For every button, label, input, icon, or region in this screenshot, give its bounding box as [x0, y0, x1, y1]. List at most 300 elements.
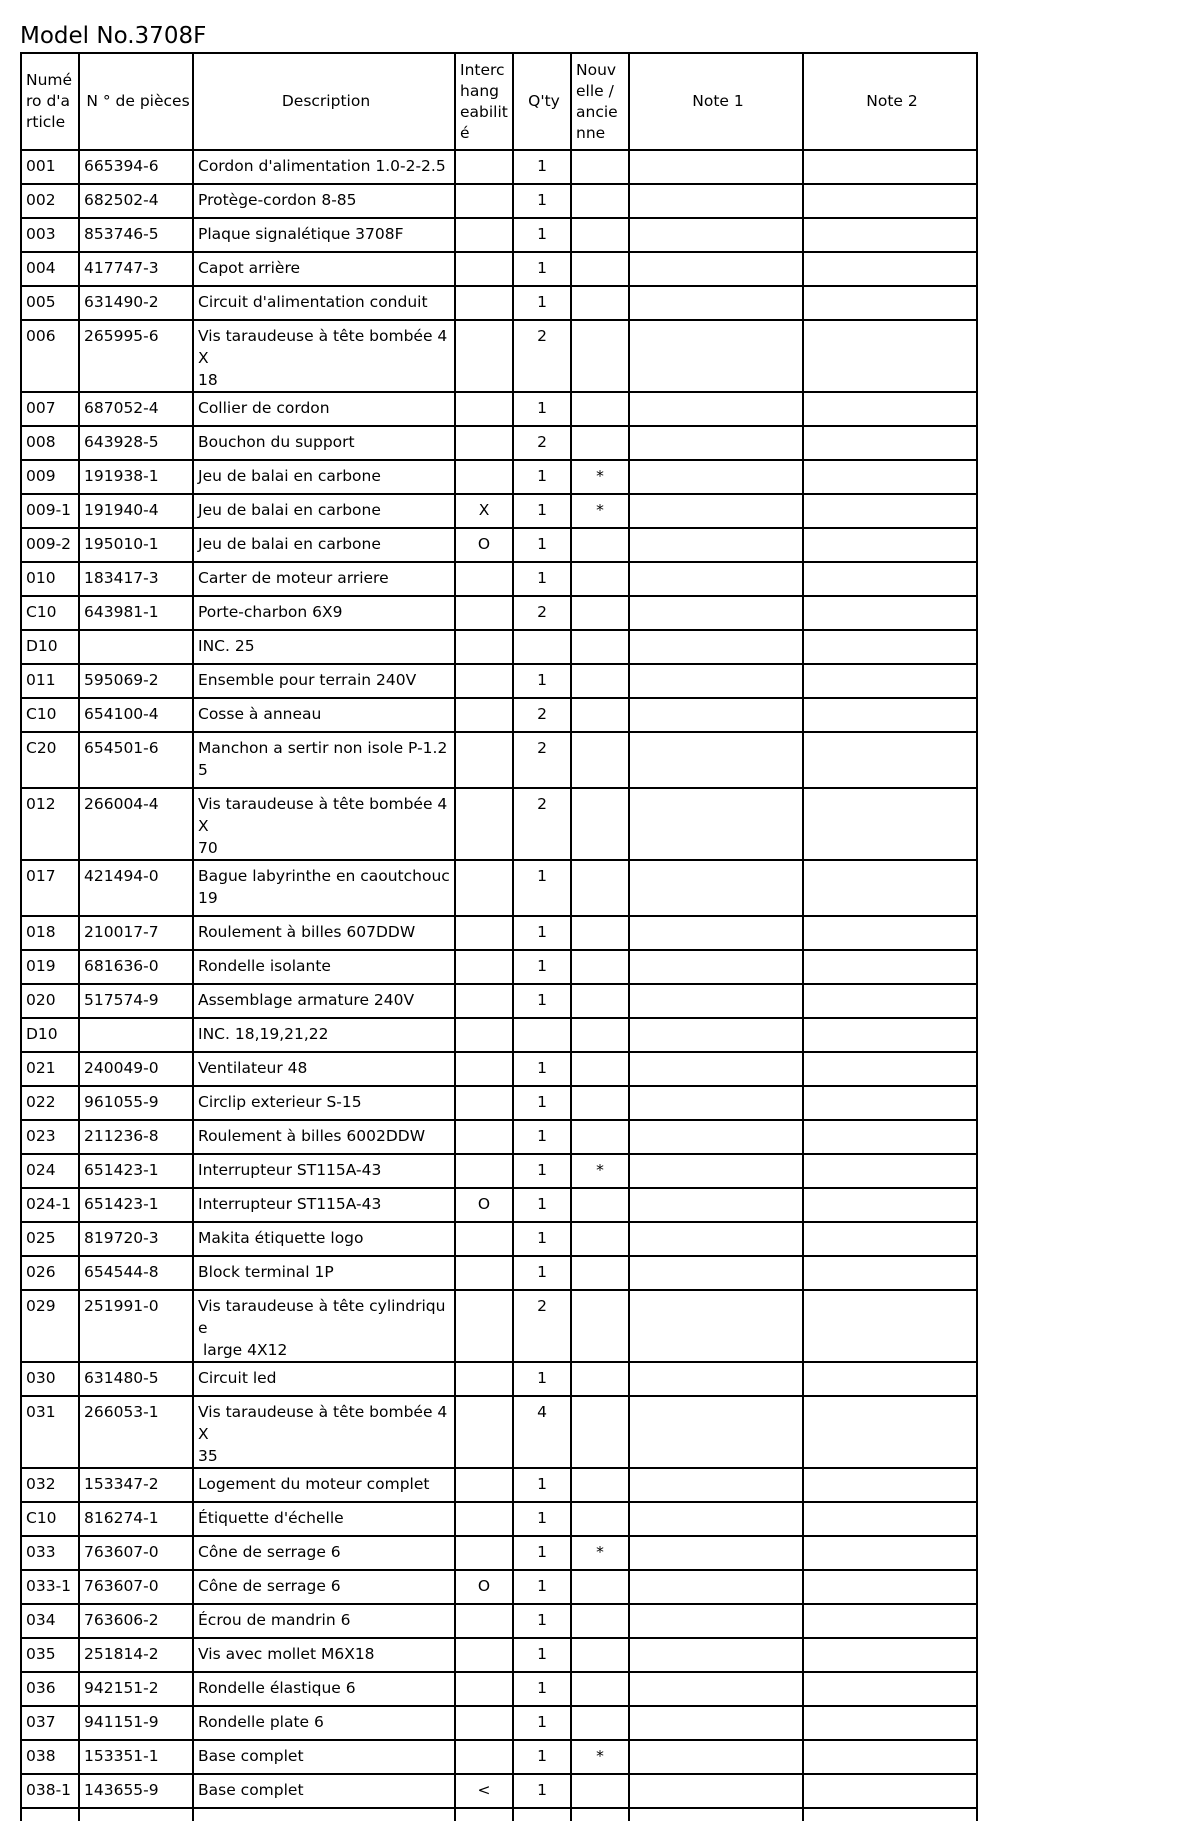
new-old-cell: [571, 788, 629, 860]
item-no-cell: 011: [21, 664, 79, 698]
qty-cell: 1: [513, 1120, 571, 1154]
note2-cell: [803, 184, 977, 218]
qty-cell: 2: [513, 788, 571, 860]
empty-cell: [513, 1808, 571, 1821]
new-old-cell: [571, 630, 629, 664]
item-no-cell: 033-1: [21, 1570, 79, 1604]
note2-cell: [803, 1086, 977, 1120]
table-row: [21, 320, 977, 392]
interchangeability-cell: [455, 916, 513, 950]
table-row: [21, 286, 977, 320]
interchangeability-cell: [455, 392, 513, 426]
note2-cell: [803, 562, 977, 596]
description-cell: Plaque signalétique 3708F: [193, 218, 455, 252]
table-row: [21, 1154, 977, 1188]
part-no-cell: 763607-0: [79, 1536, 193, 1570]
qty-cell: 1: [513, 1256, 571, 1290]
new-old-cell: [571, 698, 629, 732]
interchangeability-cell: [455, 1290, 513, 1362]
description-cell: Vis taraudeuse à tête cylindrique large 4X12: [193, 1290, 455, 1362]
note2-cell: [803, 1222, 977, 1256]
note1-cell: [629, 1256, 803, 1290]
qty-cell: 1: [513, 1774, 571, 1808]
note1-cell: [629, 950, 803, 984]
interchangeability-cell: [455, 562, 513, 596]
note2-cell: [803, 1188, 977, 1222]
table-row: [21, 916, 977, 950]
description-cell: Bague labyrinthe en caoutchouc 19: [193, 860, 455, 916]
item-no-cell: 001: [21, 150, 79, 184]
table-row: [21, 950, 977, 984]
note1-cell: [629, 1222, 803, 1256]
part-no-cell: 211236-8: [79, 1120, 193, 1154]
new-old-cell: [571, 1018, 629, 1052]
new-old-cell: [571, 1086, 629, 1120]
note1-cell: [629, 916, 803, 950]
part-no-cell: 763606-2: [79, 1604, 193, 1638]
part-no-cell: 517574-9: [79, 984, 193, 1018]
part-no-cell: 819720-3: [79, 1222, 193, 1256]
note2-cell: [803, 860, 977, 916]
qty-cell: 1: [513, 184, 571, 218]
note2-cell: [803, 1604, 977, 1638]
parts-table: [20, 52, 978, 1821]
note2-cell: [803, 320, 977, 392]
qty-cell: 1: [513, 1188, 571, 1222]
item-no-cell: 019: [21, 950, 79, 984]
interchangeability-cell: [455, 1638, 513, 1672]
interchangeability-cell: [455, 1536, 513, 1570]
new-old-cell: [571, 1706, 629, 1740]
interchangeability-cell: [455, 1154, 513, 1188]
qty-cell: 1: [513, 950, 571, 984]
part-no-cell: 210017-7: [79, 916, 193, 950]
interchangeability-cell: [455, 460, 513, 494]
interchangeability-cell: O: [455, 528, 513, 562]
table-body: [21, 150, 977, 1821]
note2-cell: [803, 698, 977, 732]
interchangeability-cell: [455, 1362, 513, 1396]
item-no-cell: 024-1: [21, 1188, 79, 1222]
qty-cell: 1: [513, 528, 571, 562]
description-cell: Cordon d'alimentation 1.0-2-2.5: [193, 150, 455, 184]
new-old-cell: [571, 218, 629, 252]
item-no-cell: 010: [21, 562, 79, 596]
empty-cell: [803, 1808, 977, 1821]
part-no-cell: 153347-2: [79, 1468, 193, 1502]
description-cell: Capot arrière: [193, 252, 455, 286]
header-interchangeability: Interc hang eabilit é: [455, 53, 513, 150]
part-no-cell: 595069-2: [79, 664, 193, 698]
qty-cell: 1: [513, 562, 571, 596]
note2-cell: [803, 426, 977, 460]
interchangeability-cell: [455, 1086, 513, 1120]
note2-cell: [803, 1052, 977, 1086]
qty-cell: 1: [513, 1672, 571, 1706]
new-old-cell: [571, 950, 629, 984]
note2-cell: [803, 1502, 977, 1536]
table-row: [21, 788, 977, 860]
interchangeability-cell: [455, 732, 513, 788]
interchangeability-cell: [455, 788, 513, 860]
description-cell: Bouchon du support: [193, 426, 455, 460]
part-no-cell: 240049-0: [79, 1052, 193, 1086]
interchangeability-cell: [455, 860, 513, 916]
note2-cell: [803, 1536, 977, 1570]
note1-cell: [629, 1154, 803, 1188]
qty-cell: 1: [513, 218, 571, 252]
interchangeability-cell: [455, 218, 513, 252]
interchangeability-cell: [455, 320, 513, 392]
part-no-cell: 195010-1: [79, 528, 193, 562]
qty-cell: 1: [513, 1502, 571, 1536]
new-old-cell: [571, 426, 629, 460]
note1-cell: [629, 1120, 803, 1154]
item-no-cell: 007: [21, 392, 79, 426]
item-no-cell: C10: [21, 596, 79, 630]
note1-cell: [629, 596, 803, 630]
description-cell: INC. 25: [193, 630, 455, 664]
qty-cell: 2: [513, 426, 571, 460]
item-no-cell: C10: [21, 1502, 79, 1536]
item-no-cell: 038: [21, 1740, 79, 1774]
part-no-cell: 763607-0: [79, 1570, 193, 1604]
part-no-cell: 421494-0: [79, 860, 193, 916]
part-no-cell: 265995-6: [79, 320, 193, 392]
qty-cell: 4: [513, 1396, 571, 1468]
description-cell: Porte-charbon 6X9: [193, 596, 455, 630]
interchangeability-cell: [455, 252, 513, 286]
qty-cell: 2: [513, 596, 571, 630]
item-no-cell: D10: [21, 1018, 79, 1052]
description-cell: Étiquette d'échelle: [193, 1502, 455, 1536]
note1-cell: [629, 1290, 803, 1362]
qty-cell: 1: [513, 150, 571, 184]
item-no-cell: 033: [21, 1536, 79, 1570]
note2-cell: [803, 218, 977, 252]
note1-cell: [629, 984, 803, 1018]
new-old-cell: [571, 1396, 629, 1468]
item-no-cell: 023: [21, 1120, 79, 1154]
description-cell: Manchon a sertir non isole P-1.2 5: [193, 732, 455, 788]
description-cell: Roulement à billes 607DDW: [193, 916, 455, 950]
description-cell: Vis taraudeuse à tête bombée 4X 70: [193, 788, 455, 860]
qty-cell: 1: [513, 460, 571, 494]
table-header-row: [21, 53, 977, 150]
part-no-cell: 417747-3: [79, 252, 193, 286]
new-old-cell: [571, 664, 629, 698]
new-old-cell: [571, 320, 629, 392]
new-old-cell: [571, 1120, 629, 1154]
table-row: [21, 698, 977, 732]
part-no-cell: 143655-9: [79, 1774, 193, 1808]
note2-cell: [803, 1468, 977, 1502]
interchangeability-cell: [455, 984, 513, 1018]
item-no-cell: 009-1: [21, 494, 79, 528]
table-row: [21, 1086, 977, 1120]
empty-cell: [629, 1808, 803, 1821]
item-no-cell: 025: [21, 1222, 79, 1256]
new-old-cell: [571, 984, 629, 1018]
note1-cell: [629, 1396, 803, 1468]
new-old-cell: [571, 562, 629, 596]
table-row: [21, 984, 977, 1018]
table-row: [21, 1774, 977, 1808]
qty-cell: 1: [513, 1154, 571, 1188]
interchangeability-cell: [455, 286, 513, 320]
new-old-cell: [571, 184, 629, 218]
note2-cell: [803, 1672, 977, 1706]
table-row: [21, 184, 977, 218]
part-no-cell: 665394-6: [79, 150, 193, 184]
description-cell: Cône de serrage 6: [193, 1570, 455, 1604]
table-row: [21, 630, 977, 664]
new-old-cell: [571, 286, 629, 320]
table-row: [21, 1672, 977, 1706]
note1-cell: [629, 426, 803, 460]
note2-cell: [803, 916, 977, 950]
item-no-cell: 031: [21, 1396, 79, 1468]
new-old-cell: [571, 1502, 629, 1536]
interchangeability-cell: [455, 1120, 513, 1154]
qty-cell: 1: [513, 916, 571, 950]
item-no-cell: 032: [21, 1468, 79, 1502]
interchangeability-cell: [455, 664, 513, 698]
new-old-cell: *: [571, 1154, 629, 1188]
new-old-cell: [571, 1774, 629, 1808]
new-old-cell: [571, 252, 629, 286]
note2-cell: [803, 1018, 977, 1052]
table-row: [21, 1222, 977, 1256]
note1-cell: [629, 860, 803, 916]
note1-cell: [629, 1638, 803, 1672]
page-title: Model No.3708F: [20, 23, 207, 49]
note1-cell: [629, 184, 803, 218]
interchangeability-cell: X: [455, 494, 513, 528]
description-cell: Écrou de mandrin 6: [193, 1604, 455, 1638]
item-no-cell: 020: [21, 984, 79, 1018]
table-row: [21, 1396, 977, 1468]
item-no-cell: 003: [21, 218, 79, 252]
note1-cell: [629, 1536, 803, 1570]
note1-cell: [629, 1052, 803, 1086]
table-row: [21, 860, 977, 916]
item-no-cell: 002: [21, 184, 79, 218]
part-no-cell: 251991-0: [79, 1290, 193, 1362]
note2-cell: [803, 664, 977, 698]
note2-cell: [803, 392, 977, 426]
item-no-cell: 009-2: [21, 528, 79, 562]
item-no-cell: 004: [21, 252, 79, 286]
description-cell: Logement du moteur complet: [193, 1468, 455, 1502]
table-row: [21, 1570, 977, 1604]
description-cell: Roulement à billes 6002DDW: [193, 1120, 455, 1154]
interchangeability-cell: [455, 1018, 513, 1052]
new-old-cell: [571, 1290, 629, 1362]
description-cell: Base complet: [193, 1740, 455, 1774]
table-row: [21, 1468, 977, 1502]
item-no-cell: C10: [21, 698, 79, 732]
note1-cell: [629, 460, 803, 494]
item-no-cell: D10: [21, 630, 79, 664]
interchangeability-cell: [455, 1604, 513, 1638]
interchangeability-cell: O: [455, 1570, 513, 1604]
note2-cell: [803, 1396, 977, 1468]
interchangeability-cell: O: [455, 1188, 513, 1222]
interchangeability-cell: [455, 1672, 513, 1706]
item-no-cell: 036: [21, 1672, 79, 1706]
note1-cell: [629, 252, 803, 286]
note2-cell: [803, 1256, 977, 1290]
note1-cell: [629, 664, 803, 698]
header-note2: Note 2: [803, 53, 977, 150]
empty-cell: [21, 1808, 79, 1821]
new-old-cell: [571, 1468, 629, 1502]
table-row: [21, 1536, 977, 1570]
header-item-no: Numé ro d'a rticle: [21, 53, 79, 150]
part-no-cell: 643981-1: [79, 596, 193, 630]
note1-cell: [629, 1774, 803, 1808]
table-row: [21, 596, 977, 630]
header-part-no: N ° de pièces: [79, 53, 193, 150]
interchangeability-cell: [455, 1222, 513, 1256]
description-cell: Rondelle élastique 6: [193, 1672, 455, 1706]
part-no-cell: 961055-9: [79, 1086, 193, 1120]
new-old-cell: [571, 150, 629, 184]
new-old-cell: [571, 1052, 629, 1086]
new-old-cell: [571, 1188, 629, 1222]
description-cell: INC. 18,19,21,22: [193, 1018, 455, 1052]
empty-cell: [571, 1808, 629, 1821]
table-row: [21, 1052, 977, 1086]
note1-cell: [629, 562, 803, 596]
note2-cell: [803, 596, 977, 630]
part-no-cell: 631490-2: [79, 286, 193, 320]
note1-cell: [629, 218, 803, 252]
interchangeability-cell: [455, 698, 513, 732]
item-no-cell: 037: [21, 1706, 79, 1740]
table-row: [21, 218, 977, 252]
description-cell: Interrupteur ST115A-43: [193, 1154, 455, 1188]
part-no-cell: 651423-1: [79, 1154, 193, 1188]
table-row-cut-off: [21, 1808, 977, 1821]
qty-cell: 2: [513, 698, 571, 732]
note2-cell: [803, 1154, 977, 1188]
item-no-cell: 005: [21, 286, 79, 320]
interchangeability-cell: [455, 1052, 513, 1086]
interchangeability-cell: <: [455, 1774, 513, 1808]
note2-cell: [803, 1638, 977, 1672]
header-description: Description: [193, 53, 455, 150]
note2-cell: [803, 1774, 977, 1808]
item-no-cell: 022: [21, 1086, 79, 1120]
new-old-cell: [571, 732, 629, 788]
table-row: [21, 460, 977, 494]
item-no-cell: 024: [21, 1154, 79, 1188]
description-cell: Interrupteur ST115A-43: [193, 1188, 455, 1222]
new-old-cell: *: [571, 460, 629, 494]
table-row: [21, 1290, 977, 1362]
note2-cell: [803, 494, 977, 528]
header-new-old: Nouv elle / ancie nne: [571, 53, 629, 150]
part-no-cell: 816274-1: [79, 1502, 193, 1536]
new-old-cell: [571, 1222, 629, 1256]
interchangeability-cell: [455, 1256, 513, 1290]
description-cell: Block terminal 1P: [193, 1256, 455, 1290]
note1-cell: [629, 1018, 803, 1052]
note2-cell: [803, 984, 977, 1018]
table-row: [21, 150, 977, 184]
note1-cell: [629, 1672, 803, 1706]
table-row: [21, 392, 977, 426]
part-no-cell: 941151-9: [79, 1706, 193, 1740]
item-no-cell: 029: [21, 1290, 79, 1362]
qty-cell: 1: [513, 1086, 571, 1120]
table-row: [21, 732, 977, 788]
part-no-cell: 191940-4: [79, 494, 193, 528]
interchangeability-cell: [455, 426, 513, 460]
part-no-cell: [79, 1018, 193, 1052]
interchangeability-cell: [455, 1706, 513, 1740]
qty-cell: 1: [513, 392, 571, 426]
qty-cell: 1: [513, 1468, 571, 1502]
qty-cell: 2: [513, 1290, 571, 1362]
header-note1: Note 1: [629, 53, 803, 150]
table-row: [21, 1706, 977, 1740]
note1-cell: [629, 320, 803, 392]
description-cell: Cône de serrage 6: [193, 1536, 455, 1570]
note1-cell: [629, 150, 803, 184]
qty-cell: 1: [513, 664, 571, 698]
qty-cell: 1: [513, 1570, 571, 1604]
note2-cell: [803, 950, 977, 984]
description-cell: Vis avec mollet M6X18: [193, 1638, 455, 1672]
note1-cell: [629, 286, 803, 320]
table-row: [21, 1638, 977, 1672]
qty-cell: 1: [513, 286, 571, 320]
new-old-cell: [571, 1362, 629, 1396]
part-no-cell: 643928-5: [79, 426, 193, 460]
interchangeability-cell: [455, 150, 513, 184]
note2-cell: [803, 1706, 977, 1740]
table-row: [21, 562, 977, 596]
empty-cell: [79, 1808, 193, 1821]
description-cell: Circuit led: [193, 1362, 455, 1396]
note2-cell: [803, 1290, 977, 1362]
table-row: [21, 1740, 977, 1774]
table-row: [21, 1604, 977, 1638]
table-row: [21, 528, 977, 562]
part-no-cell: 251814-2: [79, 1638, 193, 1672]
note1-cell: [629, 630, 803, 664]
note1-cell: [629, 1706, 803, 1740]
note1-cell: [629, 1362, 803, 1396]
note1-cell: [629, 528, 803, 562]
note2-cell: [803, 630, 977, 664]
description-cell: Jeu de balai en carbone: [193, 460, 455, 494]
note2-cell: [803, 788, 977, 860]
note2-cell: [803, 252, 977, 286]
note2-cell: [803, 150, 977, 184]
description-cell: Protège-cordon 8-85: [193, 184, 455, 218]
new-old-cell: [571, 1638, 629, 1672]
table-row: [21, 1362, 977, 1396]
new-old-cell: *: [571, 1536, 629, 1570]
table-row: [21, 1018, 977, 1052]
qty-cell: [513, 630, 571, 664]
description-cell: Jeu de balai en carbone: [193, 494, 455, 528]
new-old-cell: *: [571, 1740, 629, 1774]
